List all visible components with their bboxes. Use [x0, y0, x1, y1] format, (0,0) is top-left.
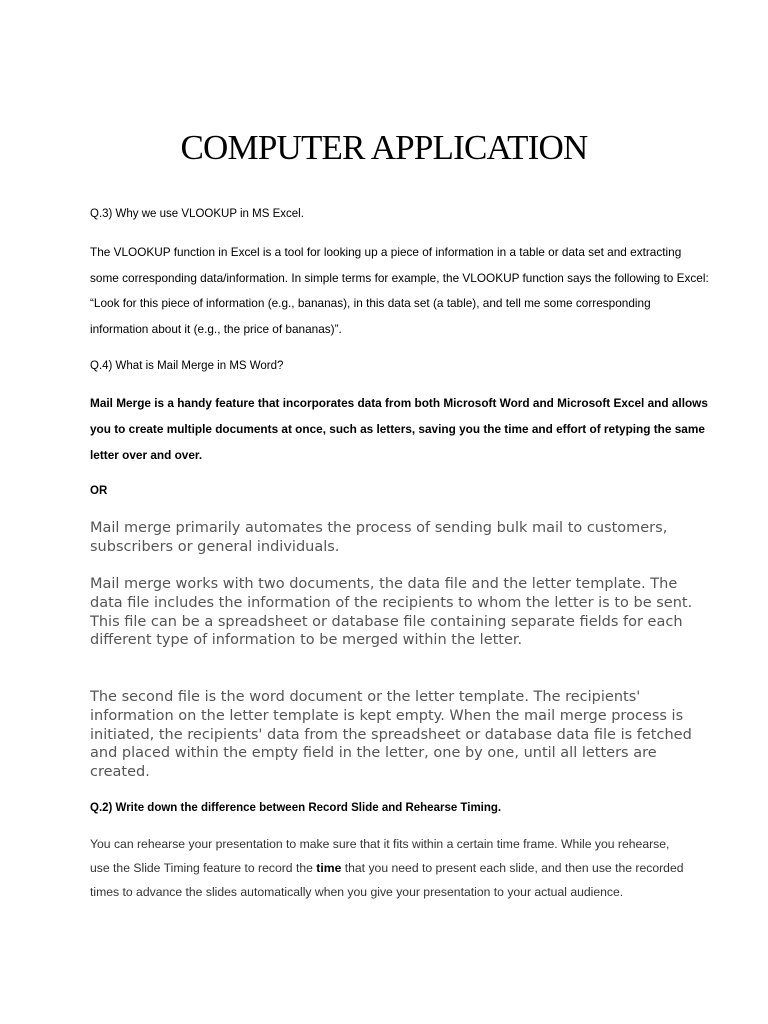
question-q4: Q.4) What is Mail Merge in MS Word?: [90, 360, 284, 372]
question-q2: Q.2) Write down the difference between Record Slide and Rehearse Timing.: [90, 802, 502, 814]
mail-merge-paragraph-3: The second file is the word document or the letter template. The recipients' information on the letter template is kept empty. When the mail merge process is initiated, the recipients' data from the spreadsheet or database data file is fetched and placed within the empty field in the letter, one by one, until all letters are created.: [90, 689, 692, 781]
page-title: COMPUTER APPLICATION: [180, 128, 588, 167]
mail-merge-paragraph-1: Mail merge primarily automates the process of sending bulk mail to customers, subscribers or general individuals.: [90, 520, 668, 555]
answer-q2-part-1: You can rehearse your presentation to make sure that it fits within a certain time frame. While you rehearse, use the Slide Timing feature to record the: [90, 837, 670, 875]
question-q3: Q.3) Why we use VLOOKUP in MS Excel.: [90, 208, 304, 220]
answer-q2-part-2: that you need to present each slide, and then use the recorded times to advance the slides automatically when you give your presentation to your actual audience.: [90, 861, 684, 899]
answer-q4: Mail Merge is a handy feature that incorporates data from both Microsoft Word and Microsoft Excel and allows you to create multiple documents at once, such as letters, saving you the time and effort of retyping the same letter over and over.: [90, 396, 708, 462]
answer-q3: The VLOOKUP function in Excel is a tool for looking up a piece of information in a table or data set and extracting some corresponding data/information. In simple terms for example, the VLOOKUP function says the following to Excel: “Look for this piece of information (e.g., bananas), in this data set (a table), and tell me some corresponding information about it (e.g., the price of bananas)”.: [90, 245, 709, 336]
or-label: OR: [90, 485, 108, 497]
answer-q2: [90, 832, 690, 904]
mail-merge-paragraph-2: Mail merge works with two documents, the data file and the letter template. The data file includes the information of the recipients to whom the letter is to be sent. This file can be a spreadsheet or database file containing separate fields for each different type of information to be merged within the letter.: [90, 576, 693, 649]
answer-q2-bold-time: time: [316, 861, 342, 875]
